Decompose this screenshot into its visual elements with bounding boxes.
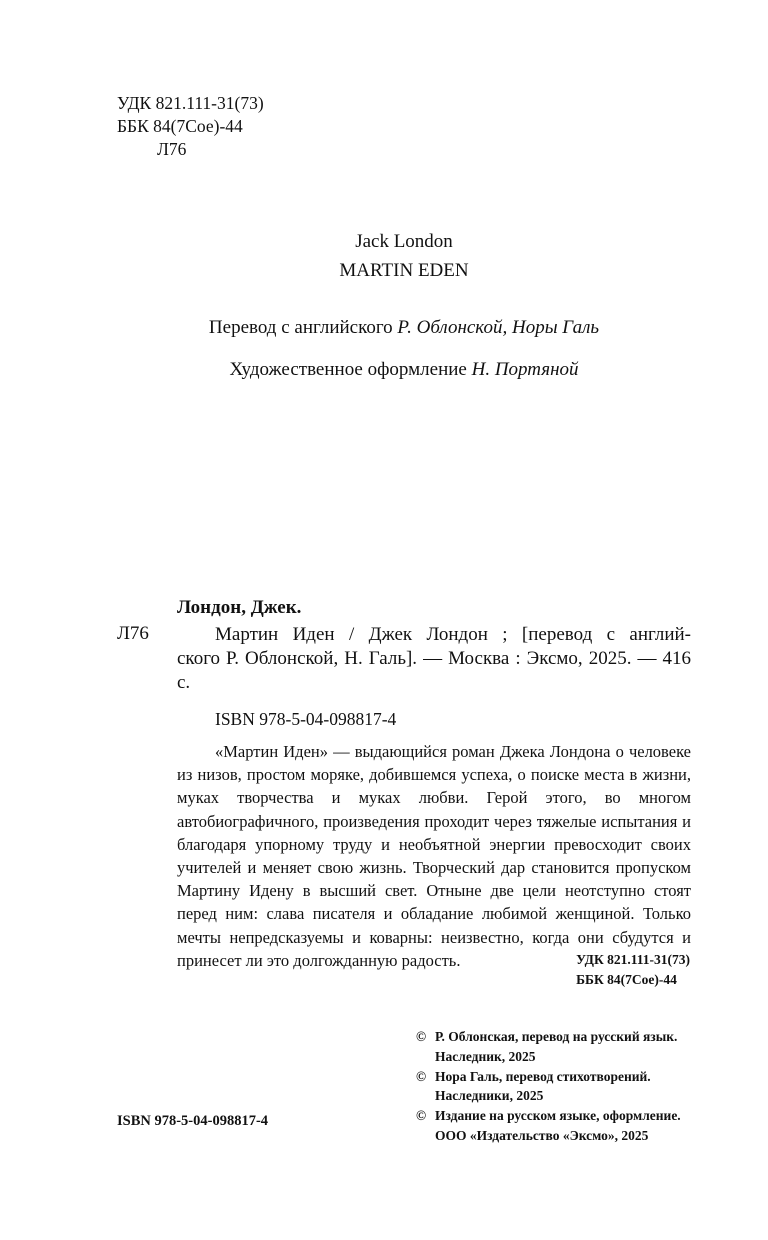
udk-code-bottom: УДК 821.111-31(73)	[576, 952, 690, 967]
translators: Р. Облонской, Норы Галь	[397, 317, 600, 338]
copyright-line: Наследник, 2025	[435, 1048, 536, 1064]
udk-code: УДК 821.111-31(73)	[117, 93, 264, 113]
bbk-code-bottom: ББК 84(7Сое)-44	[576, 972, 677, 987]
copyright-line: Р. Облонская, перевод на русский язык.	[435, 1029, 678, 1044]
copyright-entry	[416, 1106, 681, 1146]
copyright-line: ООО «Издательство «Эксмо», 2025	[435, 1127, 649, 1143]
copyright-symbol: ©	[416, 1108, 427, 1124]
design-credit	[0, 359, 768, 381]
classification-codes	[117, 92, 264, 161]
classification-codes-bottom	[576, 950, 690, 990]
isbn-bottom: ISBN 978-5-04-098817-4	[117, 1113, 269, 1129]
bibliographic-author-heading: Лондон, Джек.	[177, 597, 302, 618]
copyright-line: Нора Галь, перевод стихотворений.	[435, 1068, 651, 1084]
description-line-1: Мартин Иден / Джек Лондон ; [перевод с англий-	[215, 624, 691, 645]
isbn: ISBN 978-5-04-098817-4	[215, 709, 397, 729]
author-mark: Л76	[157, 139, 187, 159]
copyright-symbol: ©	[416, 1029, 427, 1044]
design-label: Художественное оформление	[229, 359, 467, 380]
translation-credit	[0, 317, 768, 339]
copyright-line: Издание на русском языке, оформление.	[435, 1108, 681, 1124]
translation-label: Перевод с английского	[208, 317, 393, 338]
bibliographic-description	[177, 623, 691, 695]
copyright-block	[416, 1027, 681, 1146]
original-title: MARTIN EDEN	[339, 260, 469, 281]
copyright-entry	[416, 1027, 681, 1067]
bbk-code: ББК 84(7Сое)-44	[117, 116, 243, 136]
copyright-entry	[416, 1067, 681, 1107]
copyright-line: Наследники, 2025	[435, 1088, 544, 1104]
copyright-symbol: ©	[416, 1068, 427, 1084]
description-rest: ского Р. Облонской, Н. Галь]. — Москва : Эксмо, 2025. — 416 с.	[177, 648, 691, 693]
original-author: Jack London	[355, 231, 453, 252]
annotation: «Мартин Иден» — выдающийся роман Джека Лондона о человеке из низов, простом моряке, добившемся успеха, о поиске места в жизни, муках творчества и муках любви. Герой этого, во многом автобиографичного, произведения проходит через тяжелые испытания и благодаря упорному труду и необъятной энергии превосходит своих учителей и меняет свою жизнь. Творческий дар становится пропуском Мартину Идену в высший свет. Отныне две цели неотступно стоят перед ним: слава писателя и обладание любимой женщиной. Только мечты непредсказуемы и коварны: неизвестно, когда они сбудутся и принесет ли это долгожданную радость.	[177, 742, 691, 970]
designer: Н. Портяной	[471, 359, 579, 380]
bibliographic-author-mark: Л76	[117, 623, 149, 644]
